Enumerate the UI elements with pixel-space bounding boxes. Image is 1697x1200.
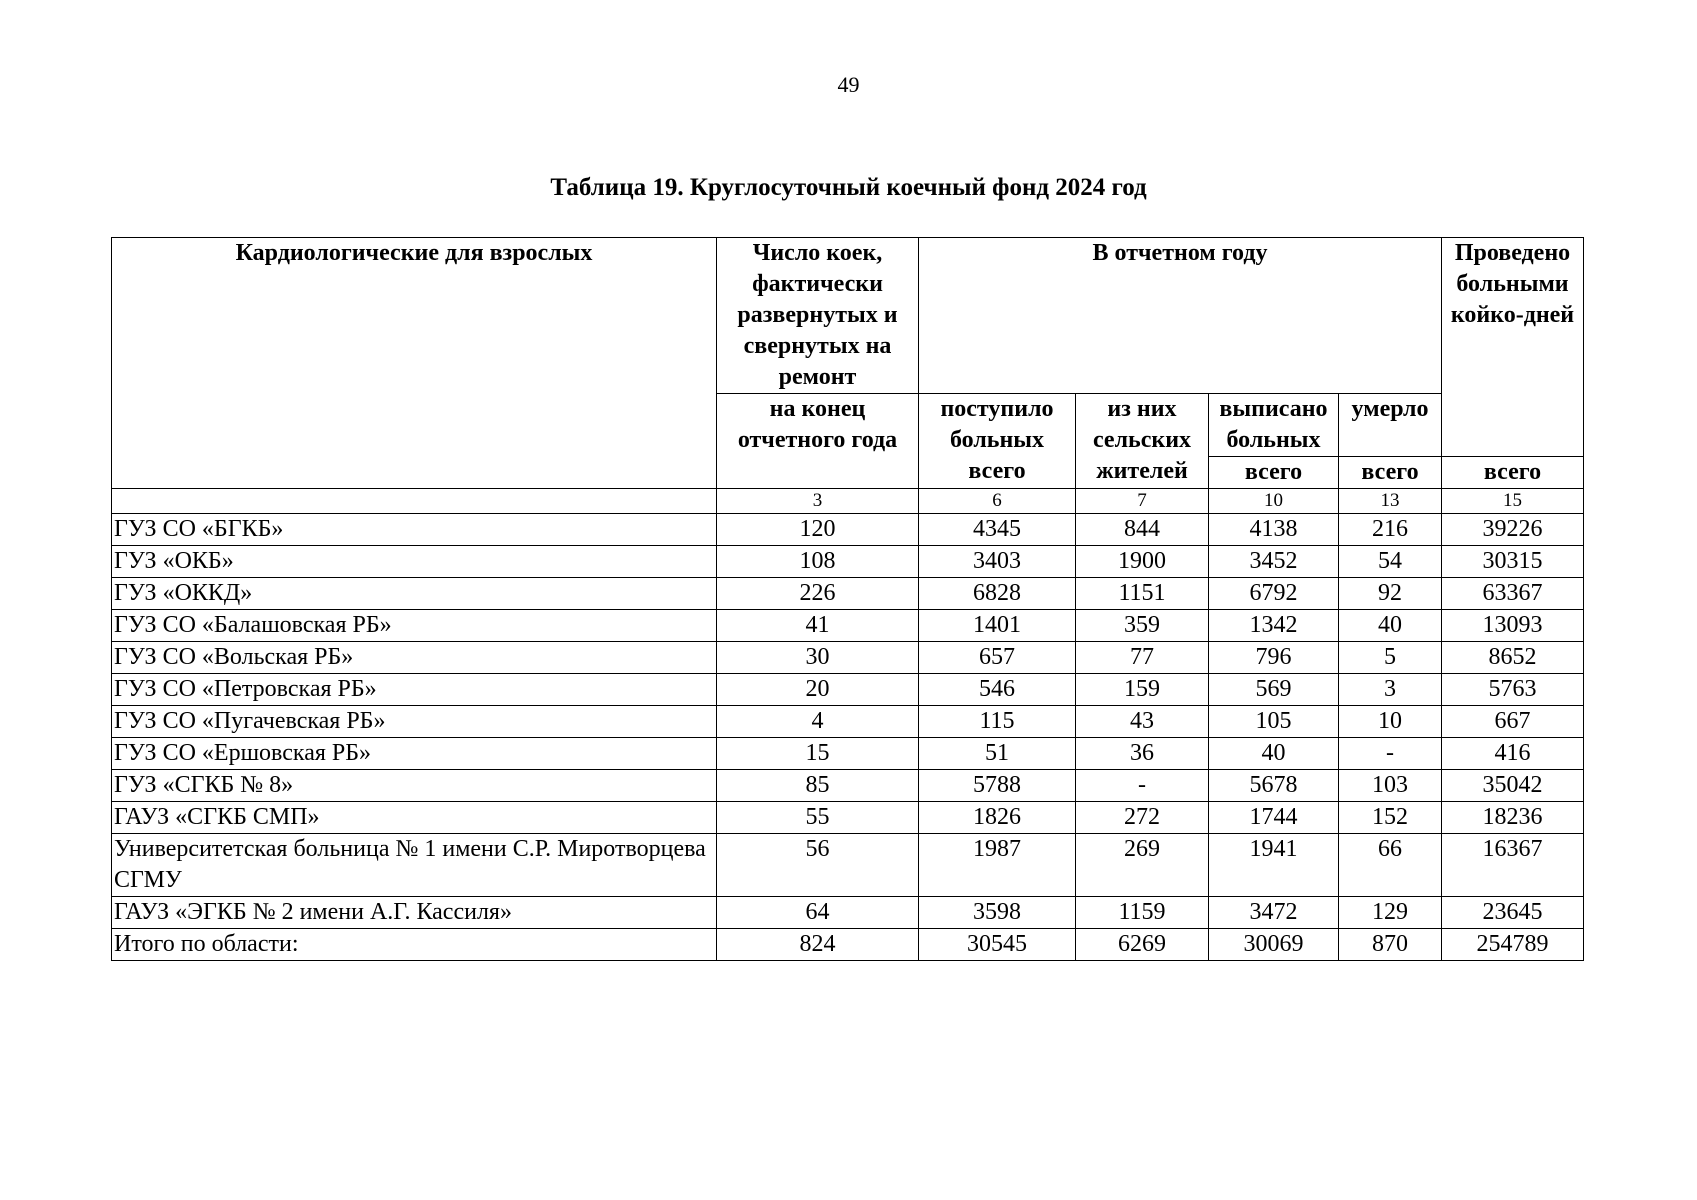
table-cell-value: 10 [1339,706,1442,738]
organization-name: Итого по области: [112,929,717,961]
table-cell-value: 1826 [919,802,1076,834]
table-cell-value: 16367 [1442,834,1584,897]
column-number: 3 [717,489,919,514]
table-cell-value: 6269 [1076,929,1209,961]
table-cell-value: - [1076,770,1209,802]
table-cell-value: 216 [1339,514,1442,546]
table-cell-value: 30 [717,642,919,674]
organization-name: ГУЗ СО «Ершовская РБ» [112,738,717,770]
table-cell-value: 56 [717,834,919,897]
table-cell-value: 23645 [1442,897,1584,929]
table-cell-value: 6792 [1209,578,1339,610]
table-cell-value: 3452 [1209,546,1339,578]
table-cell-value: 8652 [1442,642,1584,674]
table-cell-value: 1941 [1209,834,1339,897]
table-cell-value: 1987 [919,834,1076,897]
bed-fund-table [111,237,1584,961]
table-cell-value: - [1339,738,1442,770]
table-cell-value: 41 [717,610,919,642]
header-report-year-group: В отчетном году [919,238,1442,394]
table-cell-value: 824 [717,929,919,961]
header-row-1 [112,238,1584,394]
table-cell-value: 40 [1339,610,1442,642]
organization-name: Университетская больница № 1 имени С.Р. Миротворцева СГМУ [112,834,717,897]
organization-name: ГУЗ СО «БГКБ» [112,514,717,546]
table-cell-value: 85 [717,770,919,802]
table-cell-value: 64 [717,897,919,929]
table-cell-value: 30069 [1209,929,1339,961]
header-admitted: поступило больных всего [919,394,1076,489]
organization-name: ГУЗ «ОККД» [112,578,717,610]
column-number: 6 [919,489,1076,514]
table-cell-value: 6828 [919,578,1076,610]
table-cell-value: 3 [1339,674,1442,706]
organization-name: ГАУЗ «ЭГКБ № 2 имени А.Г. Кассиля» [112,897,717,929]
table-cell-value: 1151 [1076,578,1209,610]
table-cell-value: 657 [919,642,1076,674]
table-cell-value: 5678 [1209,770,1339,802]
organization-name: ГАУЗ «СГКБ СМП» [112,802,717,834]
table-cell-value: 35042 [1442,770,1584,802]
table-cell-value: 569 [1209,674,1339,706]
header-column-numbers [112,489,1584,514]
table-title: Таблица 19. Круглосуточный коечный фонд 2024 год [550,174,1147,201]
table-cell-value: 13093 [1442,610,1584,642]
table-cell-value: 796 [1209,642,1339,674]
table-cell-value: 105 [1209,706,1339,738]
table-cell-value: 39226 [1442,514,1584,546]
table-row [112,674,1584,706]
table-cell-value: 159 [1076,674,1209,706]
table-row [112,770,1584,802]
table-cell-value: 272 [1076,802,1209,834]
table-cell-value: 254789 [1442,929,1584,961]
table-cell-value: 226 [717,578,919,610]
table-cell-value: 152 [1339,802,1442,834]
column-number: 15 [1442,489,1584,514]
table-cell-value: 1744 [1209,802,1339,834]
table-cell-value: 667 [1442,706,1584,738]
table-cell-value: 416 [1442,738,1584,770]
table-row [112,706,1584,738]
table-row [112,514,1584,546]
header-died: умерло [1339,394,1442,457]
table-cell-value: 269 [1076,834,1209,897]
header-died-total: всего [1339,457,1442,489]
table-cell-value: 1401 [919,610,1076,642]
table-cell-value: 30315 [1442,546,1584,578]
header-bed-days-group: Проведено больными койко-дней [1442,238,1584,457]
table-header [112,238,1584,514]
table-cell-value: 844 [1076,514,1209,546]
header-beds-end: на конец отчетного года [717,394,919,489]
table-cell-value: 92 [1339,578,1442,610]
table-cell-value: 546 [919,674,1076,706]
header-rural: из них сельских жителей [1076,394,1209,489]
table-cell-value: 1342 [1209,610,1339,642]
table-cell-value: 15 [717,738,919,770]
table-row [112,929,1584,961]
table-cell-value: 870 [1339,929,1442,961]
organization-name: ГУЗ СО «Пугачевская РБ» [112,706,717,738]
table-cell-value: 1159 [1076,897,1209,929]
table-cell-value: 77 [1076,642,1209,674]
column-number: 7 [1076,489,1209,514]
table-cell-value: 4138 [1209,514,1339,546]
table-cell-value: 359 [1076,610,1209,642]
table-cell-value: 103 [1339,770,1442,802]
organization-name: ГУЗ «СГКБ № 8» [112,770,717,802]
table-cell-value: 51 [919,738,1076,770]
page-number: 49 [837,72,860,97]
table-cell-value: 20 [717,674,919,706]
table-cell-value: 18236 [1442,802,1584,834]
header-organization: Кардиологические для взрослых [112,238,717,489]
table-row [112,546,1584,578]
table-cell-value: 1900 [1076,546,1209,578]
table-row [112,802,1584,834]
table-cell-value: 3598 [919,897,1076,929]
table-row [112,897,1584,929]
table-cell-value: 30545 [919,929,1076,961]
table-cell-value: 5763 [1442,674,1584,706]
table-row [112,610,1584,642]
table-cell-value: 40 [1209,738,1339,770]
table-cell-value: 120 [717,514,919,546]
table-cell-value: 4 [717,706,919,738]
table-cell-value: 54 [1339,546,1442,578]
table-cell-value: 3403 [919,546,1076,578]
table-cell-value: 108 [717,546,919,578]
column-number-blank [112,489,717,514]
table-row [112,738,1584,770]
table-cell-value: 129 [1339,897,1442,929]
table-cell-value: 36 [1076,738,1209,770]
header-bed-days-total: всего [1442,457,1584,489]
header-discharged-total: всего [1209,457,1339,489]
table-cell-value: 43 [1076,706,1209,738]
table-cell-value: 115 [919,706,1076,738]
organization-name: ГУЗ СО «Петровская РБ» [112,674,717,706]
table-row [112,578,1584,610]
bed-fund-table-wrapper [111,237,1583,961]
organization-name: ГУЗ СО «Вольская РБ» [112,642,717,674]
table-body [112,514,1584,961]
table-row [112,834,1584,897]
table-cell-value: 5 [1339,642,1442,674]
table-cell-value: 5788 [919,770,1076,802]
table-cell-value: 3472 [1209,897,1339,929]
organization-name: ГУЗ СО «Балашовская РБ» [112,610,717,642]
table-row [112,642,1584,674]
header-discharged: выписано больных [1209,394,1339,457]
header-beds-group: Число коек, фактически развернутых и свернутых на ремонт [717,238,919,394]
table-cell-value: 4345 [919,514,1076,546]
table-cell-value: 55 [717,802,919,834]
table-cell-value: 66 [1339,834,1442,897]
column-number: 10 [1209,489,1339,514]
column-number: 13 [1339,489,1442,514]
table-cell-value: 63367 [1442,578,1584,610]
organization-name: ГУЗ «ОКБ» [112,546,717,578]
